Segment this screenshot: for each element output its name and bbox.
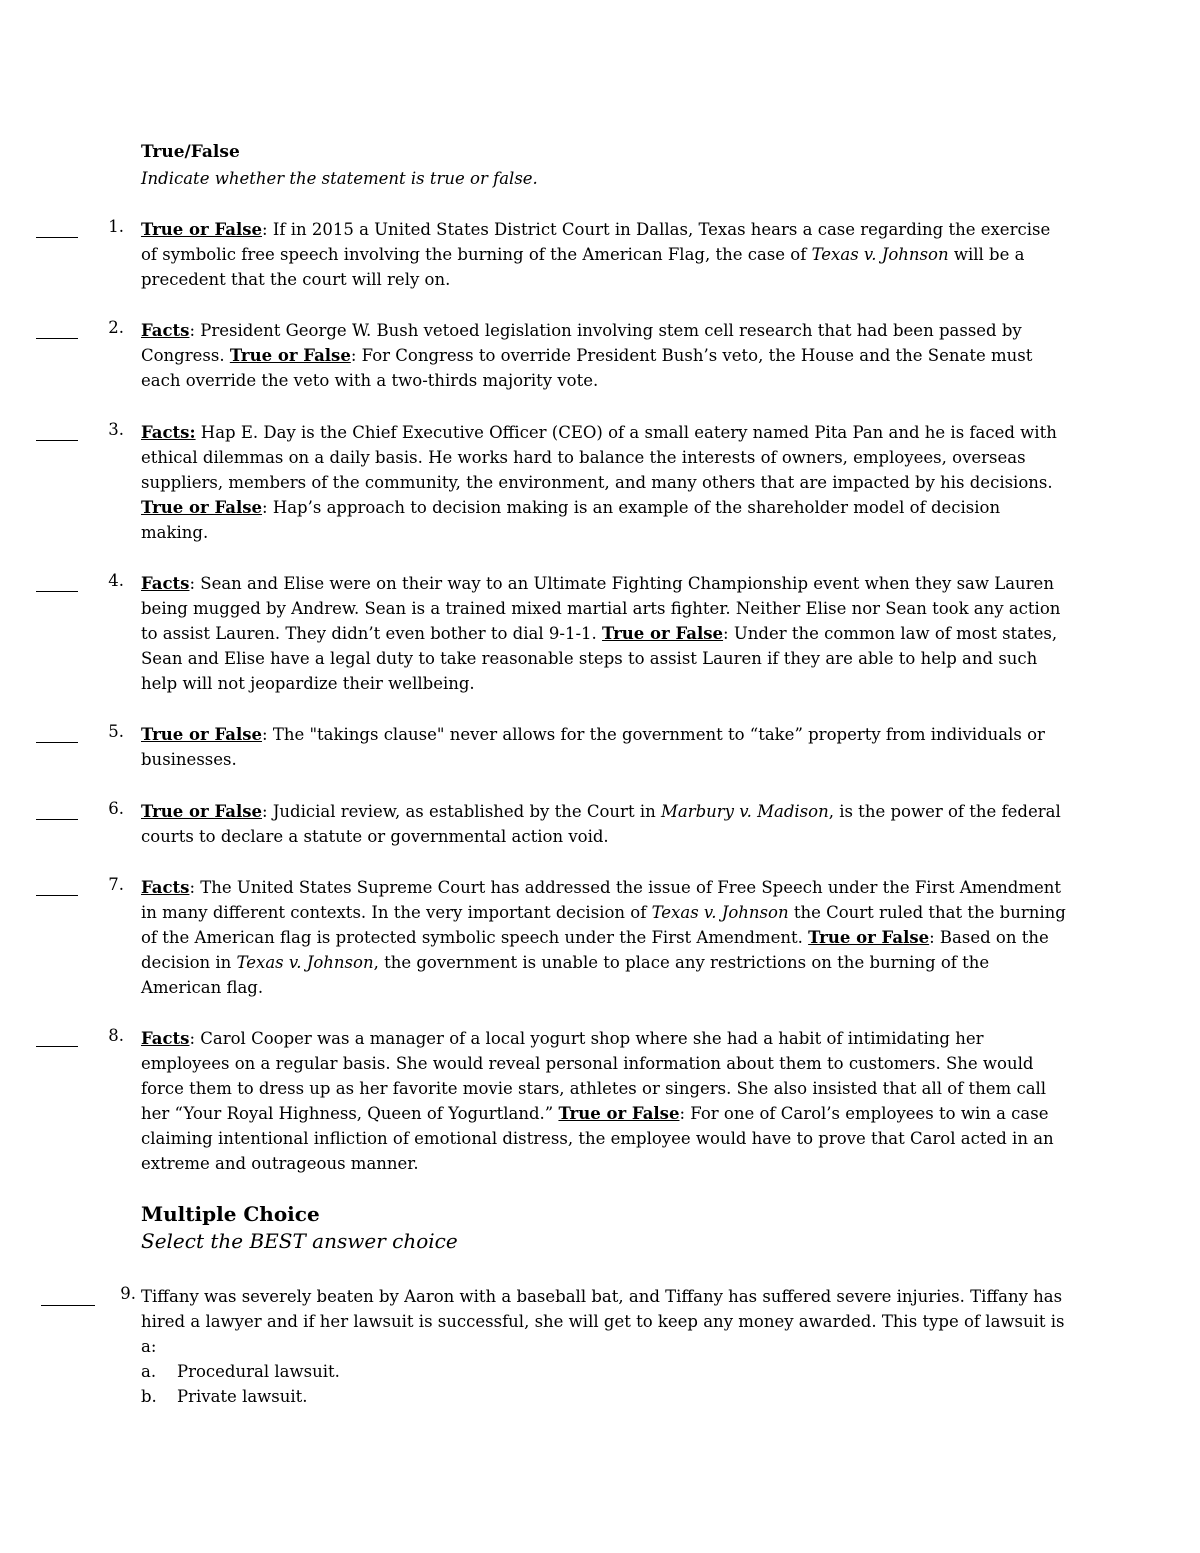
answer-blank[interactable] xyxy=(36,237,78,238)
question-segment: Hap E. Day is the Chief Executive Officer (CEO) of a small eatery named Pita Pan and he is faced with ethical dilemmas on a daily basis. He works hard to balance the interests of owners, employees, overseas suppliers, members of the community, the environment, and many others that are impacted by his decisions. xyxy=(141,423,1057,492)
option-text: Private lawsuit. xyxy=(177,1387,308,1406)
label-emphasis: Facts xyxy=(141,1029,190,1048)
question-segment: : For one of Carol’s employees to win a case claiming intentional infliction of emotional distress, the employee would have to prove that Carol acted in an extreme and outrageous manner. xyxy=(141,1104,1054,1173)
answer-blank[interactable] xyxy=(36,895,78,896)
answer-blank[interactable] xyxy=(36,742,78,743)
question-number: 4. xyxy=(108,571,124,590)
case-name: Texas v. Johnson xyxy=(651,903,789,922)
question-segment: , the government is unable to place any restrictions on the burning of the American flag. xyxy=(141,953,990,997)
tf-section-title: True/False xyxy=(141,142,240,162)
question-text xyxy=(141,722,1066,772)
option-a[interactable] xyxy=(141,1359,1066,1384)
question-number: 2. xyxy=(108,318,124,337)
tf-section-subtitle: Indicate whether the statement is true or false. xyxy=(141,169,538,188)
question-text xyxy=(141,420,1066,545)
option-text: Procedural lawsuit. xyxy=(177,1362,340,1381)
label-emphasis: True or False xyxy=(141,725,263,744)
question-segment: : Judicial review, as established by the Court in xyxy=(262,802,661,821)
label-emphasis: True or False xyxy=(141,498,263,517)
question-segment: : Under the common law of most states, Sean and Elise have a legal duty to take reasonable steps to assist Lauren if they are able to help and such help will not jeopardize their wellbeing. xyxy=(141,624,1058,693)
option-b[interactable] xyxy=(141,1384,1066,1409)
question-segment: : President George W. Bush vetoed legislation involving stem cell research that had been passed by Congress. xyxy=(141,321,1022,365)
label-emphasis: True or False xyxy=(229,346,351,365)
question-segment: the Court ruled that the burning of the American flag is protected symbolic speech under the First Amendment. xyxy=(141,903,1066,947)
option-letter: a. xyxy=(141,1362,157,1381)
question-segment: : Carol Cooper was a manager of a local yogurt shop where she had a habit of intimidating her employees on a regular basis. She would reveal personal information about them to customers. She would force them to dress up as her favorite movie stars, athletes or singers. She also insisted that all of them call her “Your Royal Highness, Queen of Yogurtland.” xyxy=(141,1029,1047,1123)
case-name: Texas v. Johnson xyxy=(811,245,949,264)
question-number: 5. xyxy=(108,722,124,741)
question-segment: : Based on the decision in xyxy=(141,928,1049,972)
question-number: 6. xyxy=(108,799,124,818)
label-emphasis: Facts xyxy=(141,878,190,897)
question-number: 1. xyxy=(108,217,124,236)
label-emphasis: True or False xyxy=(141,802,263,821)
label-emphasis: Facts xyxy=(141,321,190,340)
question-segment: : For Congress to override President Bush’s veto, the House and the Senate must each override the veto with a two-thirds majority vote. xyxy=(141,346,1033,390)
question-text xyxy=(141,571,1066,696)
mc-stem: Tiffany was severely beaten by Aaron with a baseball bat, and Tiffany has suffered severe injuries. Tiffany has hired a lawyer and if her lawsuit is successful, she will get to keep any money awarded. This type of lawsuit is a: xyxy=(141,1287,1065,1356)
mc-section-subtitle: Select the BEST answer choice xyxy=(141,1229,458,1253)
question-segment: , is the power of the federal courts to declare a statute or governmental action void. xyxy=(141,802,1061,846)
question-number: 9. xyxy=(120,1284,136,1303)
label-emphasis: True or False xyxy=(558,1104,680,1123)
question-text xyxy=(141,318,1066,393)
question-segment: : If in 2015 a United States District Court in Dallas, Texas hears a case regarding the exercise of symbolic free speech involving the burning of the American Flag, the case of xyxy=(141,220,1051,264)
answer-blank[interactable] xyxy=(36,338,78,339)
question-segment: will be a precedent that the court will rely on. xyxy=(141,245,1025,289)
answer-blank[interactable] xyxy=(36,591,78,592)
question-text xyxy=(141,1026,1066,1176)
case-name: Marbury v. Madison xyxy=(660,802,829,821)
label-emphasis: True or False xyxy=(141,220,263,239)
question-segment: : Sean and Elise were on their way to an Ultimate Fighting Championship event when they saw Lauren being mugged by Andrew. Sean is a trained mixed martial arts fighter. Neither Elise nor Sean took any action to assist Lauren. They didn’t even bother to dial 9-1-1. xyxy=(141,574,1061,643)
label-emphasis: True or False xyxy=(808,928,930,947)
question-text xyxy=(141,799,1066,849)
answer-blank[interactable] xyxy=(41,1305,95,1306)
label-emphasis: True or False xyxy=(602,624,724,643)
case-name: Texas v. Johnson xyxy=(236,953,374,972)
label-emphasis: Facts xyxy=(141,574,190,593)
question-text xyxy=(141,1284,1066,1409)
question-segment: : The "takings clause" never allows for the government to “take” property from individuals or businesses. xyxy=(141,725,1045,769)
answer-blank[interactable] xyxy=(36,1046,78,1047)
question-text xyxy=(141,875,1066,1000)
option-letter: b. xyxy=(141,1387,157,1406)
question-segment: : The United States Supreme Court has addressed the issue of Free Speech under the First Amendment in many different contexts. In the very important decision of xyxy=(141,878,1061,922)
label-emphasis: Facts: xyxy=(141,423,196,442)
answer-blank[interactable] xyxy=(36,440,78,441)
question-number: 8. xyxy=(108,1026,124,1045)
question-segment: : Hap’s approach to decision making is an example of the shareholder model of decision making. xyxy=(141,498,1001,542)
mc-section-title: Multiple Choice xyxy=(141,1202,320,1226)
answer-blank[interactable] xyxy=(36,819,78,820)
question-text xyxy=(141,217,1066,292)
question-number: 3. xyxy=(108,420,124,439)
question-number: 7. xyxy=(108,875,124,894)
